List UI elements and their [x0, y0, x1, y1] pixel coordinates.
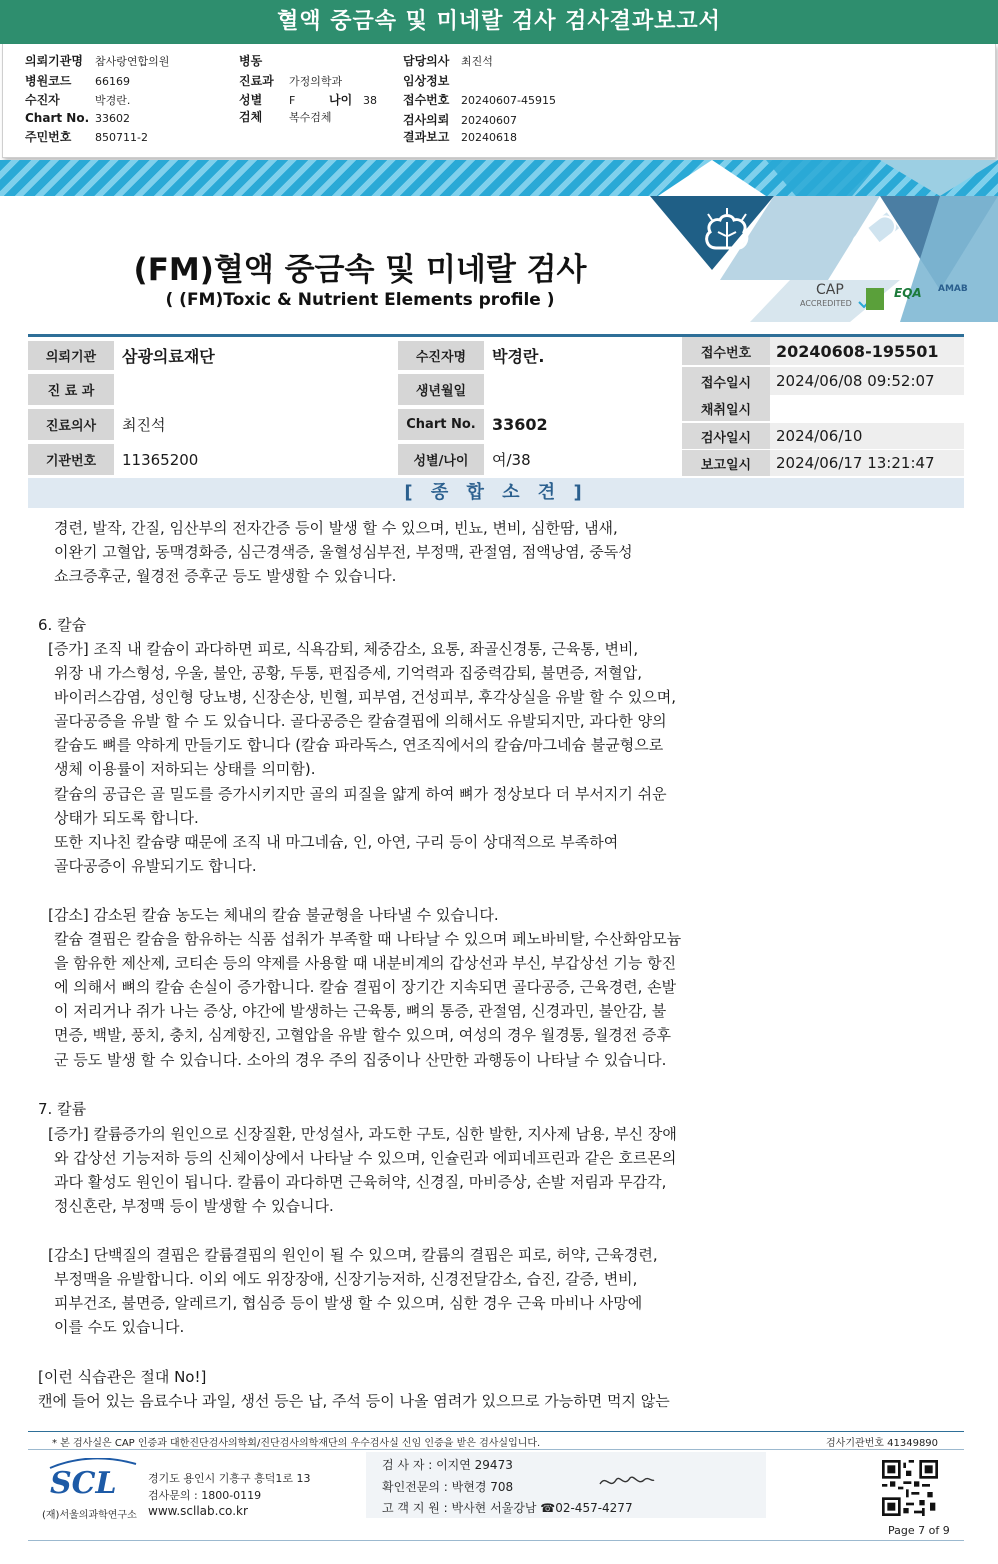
report-banner-title: 혈액 중금속 및 미네랄 검사 검사결과보고서: [0, 0, 998, 44]
page-number: Page 7 of 9: [888, 1524, 950, 1537]
text-line: 골다공증이 유발되기도 합니다.: [54, 857, 257, 875]
section-heading-calcium: 6. 칼슘: [38, 616, 87, 634]
label-chart-no: Chart No.: [398, 409, 484, 440]
header-row-request: [403, 111, 517, 128]
header-value: 850711-2: [95, 131, 148, 144]
label-receipt-no: 접수번호: [682, 337, 770, 365]
header-value: 33602: [95, 112, 130, 125]
accreditation-logos: [796, 282, 992, 316]
header-row-ward: [239, 52, 289, 69]
text-line: 골다공증을 유발 할 수 도 있습니다. 골다공증은 칼슘결핍에 의해서도 유발되지만, 과다한 양의: [54, 712, 667, 730]
text-line: [증가] 칼륨증가의 원인으로 신장질환, 만성설사, 과도한 구토, 심한 발한, 지사제 남용, 부신 장애: [48, 1125, 677, 1143]
text-line: 칼슘도 뼈를 약하게 만들기도 합니다 (칼슘 파라독스, 연조직에서의 칼슘/마그네슘 불균형으로: [54, 736, 664, 754]
text-line: [감소] 감소된 칼슘 농도는 체내의 칼슘 불균형을 나타낼 수 있습니다.: [48, 906, 499, 924]
label-institution-no: 기관번호: [28, 444, 114, 475]
value-receipt-no: 20240608-195501: [770, 337, 964, 365]
label-receipt-date: 접수일시: [682, 367, 770, 395]
text-line: 바이러스감염, 성인형 당뇨병, 신장손상, 빈혈, 피부염, 건성피부, 후각상실을 유발 할 수 있으며,: [54, 688, 676, 706]
footer-tester: 검 사 자 : 이지연 29473: [382, 1458, 513, 1472]
signature-icon: [596, 1470, 656, 1492]
text-line: 쇼크증후군, 월경전 증후군 등도 발생할 수 있습니다.: [54, 567, 397, 585]
value-test-date: 2024/06/10: [770, 423, 964, 449]
footer-divider: [28, 1431, 964, 1432]
header-row-org: [25, 52, 169, 69]
header-row-specimen: [239, 108, 332, 125]
label-dept: 진 료 과: [28, 374, 114, 405]
value-dept: [114, 374, 398, 405]
footer-institution-number: 검사기관번호 41349890: [826, 1438, 939, 1449]
footer-website: www.scllab.co.kr: [148, 1504, 248, 1518]
footer-checker: 확인전문의 : 박현경 708: [382, 1480, 514, 1494]
text-line: 경련, 발작, 간질, 임산부의 전자간증 등이 발생 할 수 있으며, 빈뇨, 변비, 심한땀, 냄새,: [54, 519, 618, 537]
summary-section-title: [ 종 합 소 견 ]: [28, 478, 964, 508]
label-test-date: 검사일시: [682, 423, 770, 449]
lm-logo: [866, 288, 884, 310]
label-birthdate: 생년월일: [398, 374, 484, 405]
header-label: 주민번호: [25, 130, 72, 144]
text-line: 군 등도 발생 할 수 있습니다. 소아의 경우 주의 집중이나 산만한 과행동이 나타날 수 있습니다.: [54, 1051, 667, 1069]
text-line: 캔에 들어 있는 음료수나 과일, 생선 등은 납, 주석 등이 나올 염려가 있으므로 가능하면 먹지 않는: [38, 1392, 670, 1410]
header-label: 병동: [239, 54, 263, 68]
header-label: 접수번호: [403, 93, 450, 107]
text-line: 을 함유한 제산제, 코티손 등의 약제를 사용할 때 내분비계의 갑상선과 부신, 부갑상선 기능 항진: [54, 954, 677, 972]
text-line: 위장 내 가스형성, 우울, 불안, 공황, 두통, 편집증세, 기억력과 집중력감퇴, 불면증, 저혈압,: [54, 664, 643, 682]
header-row-sex: [239, 91, 377, 108]
text-line: 칼슘 결핍은 칼슘을 함유하는 식품 섭취가 부족할 때 나타날 수 있으며 페노바비탈, 수산화암모늄: [54, 930, 682, 948]
value-report-date: 2024/06/17 13:21:47: [770, 450, 964, 476]
text-line: 부정맥을 유발합니다. 이외 에도 위장장애, 신장기능저하, 신경전달감소, 습진, 갈증, 변비,: [54, 1270, 638, 1288]
header-label: 성별: [239, 93, 263, 107]
value-sex-age: 여/38: [484, 444, 678, 475]
header-row-patient: [25, 91, 130, 108]
header-row-id: [25, 128, 148, 145]
header-value: 복수검체: [289, 111, 332, 124]
footer-accreditation-note: * 본 검사실은 CAP 인증과 대한진단검사의학회/진단검사의학재단의 우수검사실 신임 인증을 받은 검사실입니다.: [52, 1438, 541, 1449]
header-row-clinical: [403, 72, 461, 89]
header-row-doctor: [403, 52, 493, 69]
text-line: 피부건조, 불면증, 알레르기, 협심증 등이 발생 할 수 있으며, 심한 경우 근육 마비나 사망에: [54, 1294, 643, 1312]
label-patient-name: 수진자명: [398, 341, 484, 370]
cap-logo: CAP: [816, 282, 844, 298]
header-label: 의뢰기관명: [25, 54, 83, 68]
diet-warning-heading: [이런 식습관은 절대 No!]: [38, 1368, 207, 1386]
header-value: F: [289, 94, 296, 107]
header-value: 가정의학과: [289, 75, 343, 88]
scl-full-name: (재)서울의과학연구소: [42, 1510, 137, 1521]
header-label: 결과보고: [403, 130, 450, 144]
amab-logo: AMAB: [938, 284, 968, 294]
scl-logo: SCL: [50, 1466, 117, 1501]
header-value: 참사랑연합의원: [95, 55, 170, 68]
footer-divider-2: [28, 1449, 964, 1450]
header-row-chart: [25, 111, 130, 125]
label-collect-date: 채취일시: [682, 395, 770, 421]
header-row-code: [25, 72, 130, 89]
header-value: 20240607: [461, 114, 517, 127]
header-label: Chart No.: [25, 111, 90, 125]
label-report-date: 보고일시: [682, 450, 770, 476]
header-label: 진료과: [239, 74, 274, 88]
text-line: 와 갑상선 기능저하 등의 신체이상에서 나타날 수 있으며, 인슐린과 에피네프린과 같은 호르몬의: [54, 1149, 677, 1167]
qr-code-icon: [882, 1460, 938, 1516]
header-label: 수진자: [25, 93, 60, 107]
patient-info-table: [28, 334, 964, 474]
text-line: 이를 수도 있습니다.: [54, 1318, 185, 1336]
header-row-dept: [239, 72, 342, 89]
text-line: 칼슘의 공급은 골 밀도를 증가시키지만 골의 피질을 얇게 하여 뼈가 정상보다 더 부서지기 쉬운: [54, 785, 667, 803]
header-label: 담당의사: [403, 54, 450, 68]
capsule-icon: [846, 210, 902, 260]
text-line: 과다 활성도 원인이 됩니다. 칼륨이 과다하면 근육허약, 신경질, 마비증상, 손발 저림과 무감각,: [54, 1173, 667, 1191]
page-subtitle: ( (FM)Toxic & Nutrient Elements profile ): [165, 290, 555, 310]
text-line: [감소] 단백질의 결핍은 칼륨결핍의 원인이 될 수 있으며, 칼륨의 결핍은 피로, 허약, 근육경련,: [48, 1246, 658, 1264]
eqa-logo: EQA: [894, 286, 922, 300]
value-institution-no: 11365200: [114, 444, 398, 475]
text-line: 또한 지나친 칼슘량 때문에 조직 내 마그네슘, 인, 아연, 구리 등이 상대적으로 부족하여: [54, 833, 619, 851]
value-org: 삼광의료재단: [114, 341, 398, 370]
value-patient-name: 박경란.: [484, 341, 678, 370]
text-line: 정신혼란, 부정맥 등이 발생할 수 있습니다.: [54, 1197, 334, 1215]
label-org: 의뢰기관: [28, 341, 114, 370]
header-row-result: [403, 128, 517, 145]
header-value: 박경란.: [95, 94, 131, 107]
header-value-age: 38: [363, 94, 377, 107]
text-line: 면증, 백발, 풍치, 충치, 심계항진, 고혈압을 유발 할수 있으며, 여성의 경우 월경통, 월경전 증후: [54, 1026, 672, 1044]
header-value: 20240607-45915: [461, 94, 556, 107]
header-row-receipt: [403, 91, 556, 108]
header-label: 병원코드: [25, 74, 72, 88]
value-doctor: 최진석: [114, 409, 398, 440]
report-header-info: [2, 44, 996, 158]
section-heading-potassium: 7. 칼륨: [38, 1100, 87, 1118]
header-value: 최진석: [461, 55, 493, 68]
text-line: 에 의해서 뼈의 칼슘 손실이 증가합니다. 칼슘 결핍이 장기간 지속되면 골다공증, 근육경련, 손발: [54, 978, 677, 996]
footer-support: 고 객 지 원 : 박사현 서울강남 ☎02-457-4277: [382, 1501, 633, 1515]
label-sex-age: 성별/나이: [398, 444, 484, 475]
text-line: 이 저리거나 쥐가 나는 증상, 야간에 발생하는 근육통, 뼈의 통증, 관절염, 신경과민, 불안감, 불: [54, 1002, 667, 1020]
footer-bottom-divider: [28, 1540, 964, 1541]
header-label-age: 나이: [329, 93, 353, 107]
value-birthdate: [484, 374, 678, 405]
text-line: 상태가 되도록 합니다.: [54, 809, 199, 827]
value-receipt-date: 2024/06/08 09:52:07: [770, 367, 964, 395]
label-doctor: 진료의사: [28, 409, 114, 440]
page-title: (FM)혈액 중금속 및 미네랄 검사: [133, 252, 587, 288]
header-value: 20240618: [461, 131, 517, 144]
footer-phone: 검사문의 : 1800-0119: [148, 1489, 262, 1502]
header-value: 66169: [95, 75, 130, 88]
footer-address: 경기도 용인시 기흥구 흥덕1로 13: [148, 1472, 311, 1485]
cap-accredited-label: ACCREDITED: [800, 299, 852, 308]
value-chart-no: 33602: [484, 409, 678, 440]
header-label: 검사의뢰: [403, 113, 450, 127]
text-line: 생체 이용률이 저하되는 상태를 의미함).: [54, 760, 316, 778]
text-line: 이완기 고혈압, 동맥경화증, 심근경색증, 울혈성심부전, 부정맥, 관절염, 점액낭염, 중독성: [54, 543, 633, 561]
value-collect-date: [770, 395, 964, 421]
header-label: 검체: [239, 110, 263, 124]
summary-content: [0, 513, 998, 1413]
header-label: 임상정보: [403, 74, 450, 88]
text-line: [증가] 조직 내 칼슘이 과다하면 피로, 식욕감퇴, 체중감소, 요통, 좌골신경통, 근육통, 변비,: [48, 640, 639, 658]
